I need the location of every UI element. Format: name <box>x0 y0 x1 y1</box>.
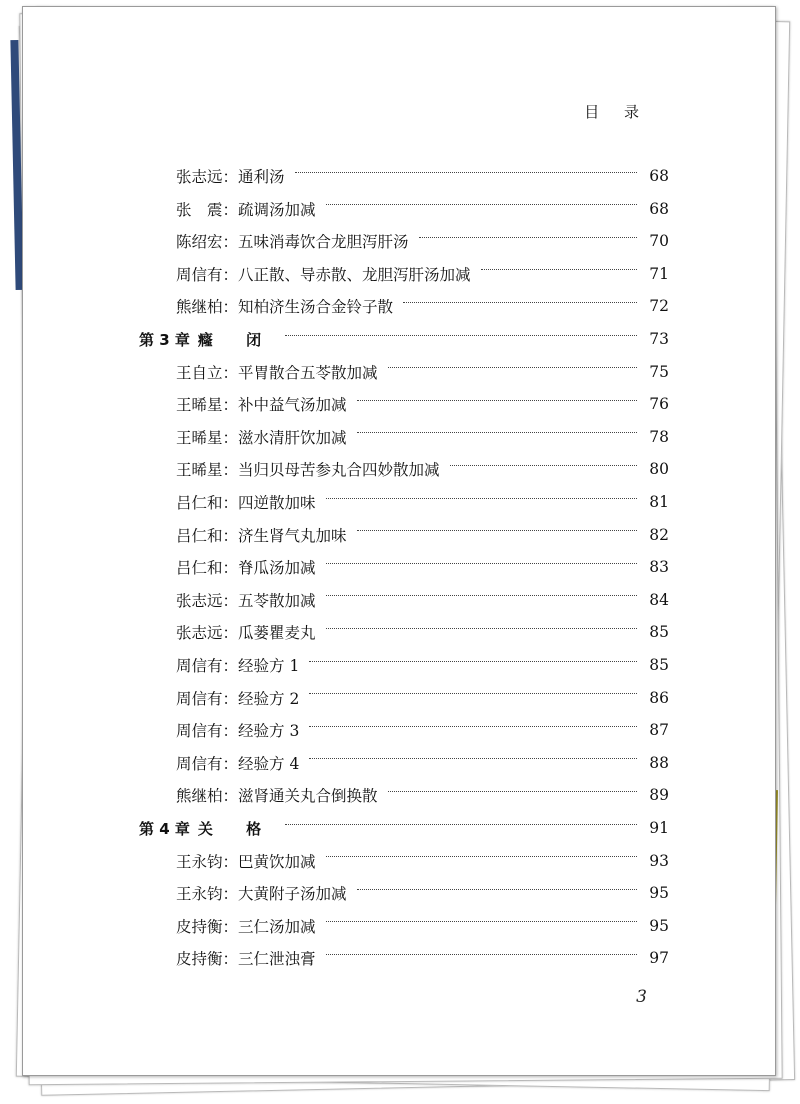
dot-leader <box>309 758 637 759</box>
toc-entry-row[interactable] <box>23 849 775 873</box>
entry-author: 吕仁和： <box>176 526 239 545</box>
entry-page-number: 83 <box>649 558 669 577</box>
entry-title: 知柏济生汤合金铃子散 <box>238 298 394 317</box>
entry-author: 吕仁和： <box>176 494 239 512</box>
entry-title: 滋水清肝饮加减 <box>238 428 347 447</box>
entry-author: 吕仁和： <box>176 559 239 578</box>
dot-leader <box>326 595 637 596</box>
entry-author: 王晞星： <box>176 428 239 447</box>
dot-leader <box>403 302 637 303</box>
entry-page-number: 89 <box>649 786 669 805</box>
entry-page-number: 76 <box>649 395 669 414</box>
dot-leader <box>419 237 637 238</box>
dot-leader <box>309 661 637 662</box>
entry-page-number: 88 <box>649 753 669 772</box>
entry-author: 周信有： <box>176 754 239 773</box>
entry-author: 周信有： <box>176 722 239 741</box>
dot-leader <box>388 367 637 368</box>
toc-entry-row[interactable] <box>23 588 775 612</box>
dot-leader <box>326 204 637 205</box>
dot-leader <box>388 791 637 792</box>
entry-title: 经验方 1 <box>238 657 300 675</box>
entry-page-number: 72 <box>649 297 669 316</box>
entry-page-number: 82 <box>649 525 669 544</box>
entry-title: 五味消毒饮合龙胆泻肝汤 <box>238 233 409 252</box>
toc-entry-row[interactable] <box>23 229 775 253</box>
dot-leader <box>326 921 637 922</box>
dot-leader <box>326 498 637 499</box>
entry-title: 当归贝母苦参丸合四妙散加减 <box>238 461 440 480</box>
entry-title: 通利汤 <box>238 168 285 186</box>
toc-entry-row[interactable] <box>23 523 775 547</box>
page-number: 3 <box>636 987 647 1007</box>
dot-leader <box>450 465 637 466</box>
toc-entry-row[interactable] <box>23 360 775 384</box>
entry-page-number: 86 <box>649 688 669 707</box>
dot-leader <box>285 335 637 336</box>
entry-title: 瓜蒌瞿麦丸 <box>238 624 316 643</box>
entry-page-number: 95 <box>649 916 669 935</box>
entry-title: 大黄附子汤加减 <box>238 885 347 904</box>
entry-title: 三仁泄浊膏 <box>238 950 316 969</box>
toc-entry-row[interactable] <box>23 653 775 677</box>
entry-title: 经验方 2 <box>238 689 300 708</box>
entry-page-number: 93 <box>649 851 669 870</box>
entry-title: 补中益气汤加减 <box>238 396 347 415</box>
entry-author: 张 震： <box>176 200 239 219</box>
chapter-title: 癃 闭 <box>197 330 276 349</box>
entry-page-number: 85 <box>649 623 669 642</box>
entry-title: 滋肾通关丸合倒换散 <box>238 787 378 806</box>
dot-leader <box>285 824 637 825</box>
entry-author: 熊继柏： <box>176 787 239 806</box>
entry-page-number: 97 <box>649 949 669 968</box>
entry-author: 王晞星： <box>176 461 239 480</box>
toc-entry-row[interactable] <box>23 197 775 221</box>
dot-leader <box>481 269 637 270</box>
page-header: 目 录 <box>584 103 649 121</box>
entry-title: 经验方 3 <box>238 722 300 741</box>
entry-page-number: 80 <box>649 460 669 479</box>
entry-title: 四逆散加味 <box>238 494 316 512</box>
entry-page-number: 81 <box>649 493 669 511</box>
entry-title: 三仁汤加减 <box>238 917 316 936</box>
entry-author: 陈绍宏： <box>176 233 239 252</box>
entry-title: 经验方 4 <box>238 754 300 773</box>
toc-entry-row[interactable] <box>23 686 775 710</box>
entry-author: 周信有： <box>176 265 239 284</box>
toc-entry-row[interactable] <box>23 751 775 775</box>
toc-chapter-row[interactable] <box>23 327 775 351</box>
dot-leader <box>326 628 637 629</box>
toc-entry-row[interactable] <box>23 425 775 449</box>
toc-entry-row[interactable] <box>23 555 775 579</box>
entry-title: 五苓散加减 <box>238 591 316 610</box>
entry-page-number: 95 <box>649 884 669 903</box>
dot-leader <box>295 172 637 173</box>
chapter-number: 第 4 章 <box>139 819 190 838</box>
entry-title: 平胃散合五苓散加减 <box>238 363 378 382</box>
toc-entry-row[interactable] <box>23 294 775 318</box>
entry-author: 张志远： <box>176 168 239 186</box>
entry-page-number: 68 <box>649 199 669 218</box>
entry-title: 脊瓜汤加减 <box>238 559 316 578</box>
dot-leader <box>326 954 637 955</box>
toc-entry-row[interactable] <box>23 620 775 644</box>
chapter-title: 关 格 <box>197 819 276 838</box>
entry-page-number: 87 <box>649 721 669 740</box>
entry-title: 济生肾气丸加味 <box>238 526 347 545</box>
toc-entry-row[interactable] <box>23 262 775 286</box>
toc-entry-row[interactable] <box>23 783 775 807</box>
toc-entry-row[interactable] <box>23 457 775 481</box>
entry-title: 巴黄饮加减 <box>238 852 316 871</box>
entry-page-number: 70 <box>649 232 669 251</box>
dot-leader <box>309 693 637 694</box>
toc-entry-row[interactable] <box>23 392 775 416</box>
dot-leader <box>326 563 637 564</box>
chapter-number: 第 3 章 <box>139 330 190 349</box>
entry-title: 疏调汤加减 <box>238 200 316 219</box>
table-of-contents <box>23 7 775 1075</box>
entry-page-number: 78 <box>649 427 669 446</box>
entry-page-number: 68 <box>649 167 669 185</box>
dot-leader <box>357 432 637 433</box>
dot-leader <box>357 400 637 401</box>
toc-entry-row[interactable] <box>23 718 775 742</box>
entry-author: 王自立： <box>176 363 239 382</box>
toc-page <box>22 6 776 1076</box>
entry-author: 张志远： <box>176 624 239 643</box>
entry-author: 熊继柏： <box>176 298 239 317</box>
toc-chapter-row[interactable] <box>23 816 775 840</box>
toc-entry-row[interactable] <box>23 914 775 938</box>
entry-title: 八正散、导赤散、龙胆泻肝汤加减 <box>238 265 471 284</box>
entry-author: 王永钧： <box>176 852 239 871</box>
dot-leader <box>309 726 637 727</box>
entry-author: 皮持衡： <box>176 950 239 969</box>
entry-author: 王永钧： <box>176 885 239 904</box>
entry-author: 张志远： <box>176 591 239 610</box>
toc-entry-row[interactable] <box>23 164 775 188</box>
toc-entry-row[interactable] <box>23 881 775 905</box>
entry-page-number: 84 <box>649 590 669 609</box>
entry-page-number: 73 <box>649 330 669 348</box>
toc-entry-row[interactable] <box>23 490 775 514</box>
entry-author: 周信有： <box>176 657 239 675</box>
entry-author: 周信有： <box>176 689 239 708</box>
dot-leader <box>357 530 637 531</box>
entry-author: 王晞星： <box>176 396 239 415</box>
dot-leader <box>326 856 637 857</box>
entry-author: 皮持衡： <box>176 917 239 936</box>
entry-page-number: 75 <box>649 362 669 381</box>
entry-page-number: 91 <box>649 819 669 837</box>
toc-entry-row[interactable] <box>23 946 775 970</box>
entry-page-number: 85 <box>649 656 669 674</box>
dot-leader <box>357 889 637 890</box>
entry-page-number: 71 <box>649 264 669 283</box>
